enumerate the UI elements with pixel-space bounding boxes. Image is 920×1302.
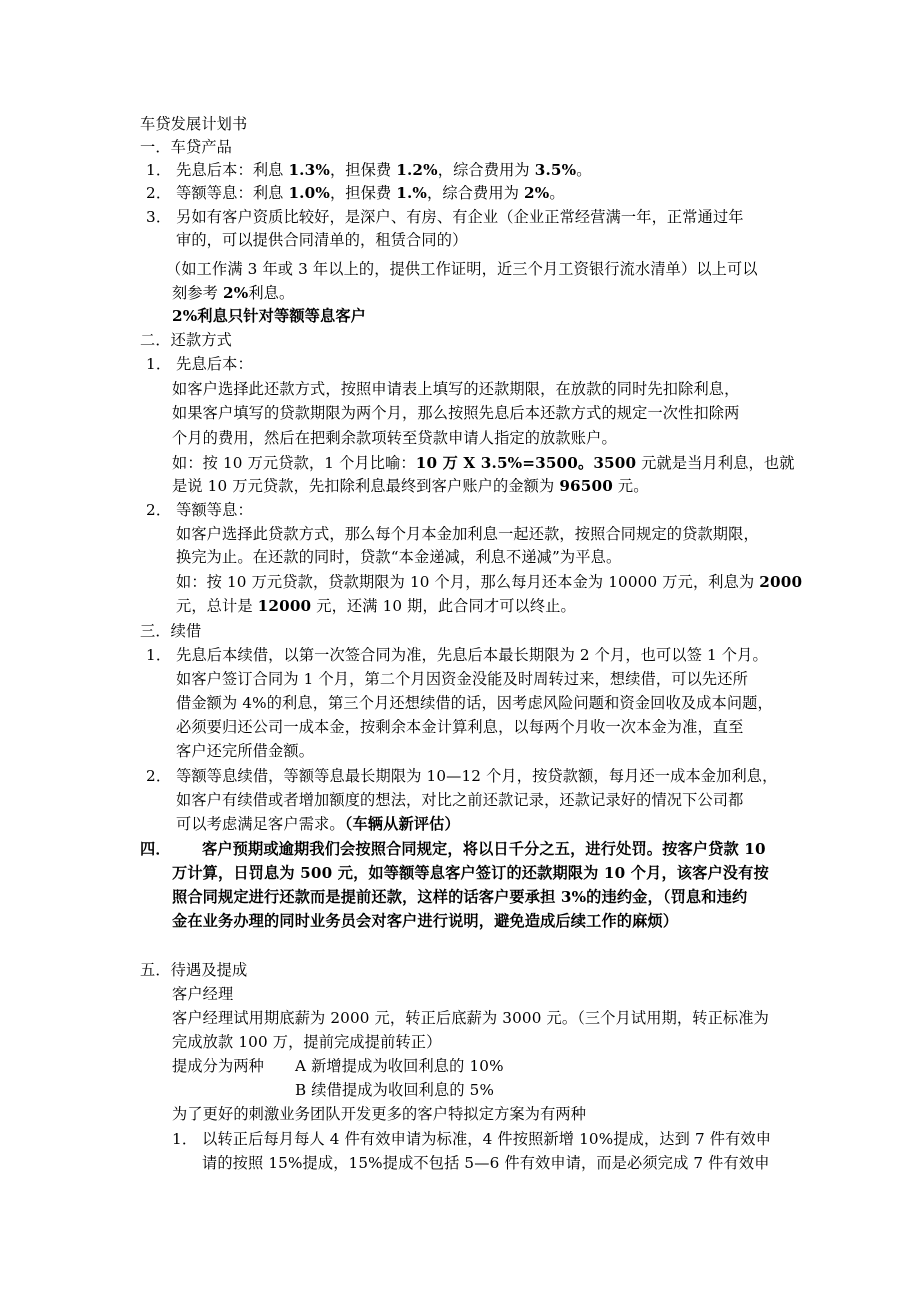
product-item-1: 1． 先息后本：利息 1.3%，担保费 1.2%，综合费用为 3.5%。 [146, 161, 592, 179]
repay-method-2-title: 2． 等额等息： [146, 501, 253, 519]
salary-text-2: 完成放款 100 万，提前完成提前转正） [172, 1033, 442, 1051]
section-2-heading: 二．还款方式 [140, 331, 233, 349]
repay-method-2-text-2: 换完为止。在还款的同时，贷款“本金递减，利息不递减”为平息。 [176, 548, 622, 566]
repay-method-2-text-1: 如客户选择此贷款方式，那么每个月本金加利息一起还款，按照合同规定的贷款期限， [176, 525, 759, 543]
incentive-item-1-line-2: 请的按照 15%提成，15%提成不包括 5—6 件有效申请，而是必须完成 7 件有效申 [202, 1154, 770, 1172]
salary-text-1: 客户经理试用期底薪为 2000 元，转正后底薪为 3000 元。（三个月试用期，转正标准为 [172, 1009, 769, 1027]
doc-title: 车贷发展计划书 [140, 115, 248, 133]
renewal-2-line-3: 可以考虑满足客户需求。（车辆从新评估） [176, 815, 460, 833]
renewal-1-line-5: 客户还完所借金额。 [176, 742, 315, 760]
penalty-line-4: 金在业务办理的同时业务员会对客户进行说明，避免造成后续工作的麻烦） [172, 912, 679, 930]
section-3-heading: 三．续借 [140, 622, 202, 640]
commission-type-a: A 新增提成为收回利息的 10% [295, 1057, 504, 1075]
repay-method-1-text-3: 个月的费用，然后在把剩余款项转至贷款申请人指定的放款账户。 [172, 429, 617, 447]
renewal-1-line-3: 借金额为 4%的利息，第三个月还想续借的话，因考虑风险问题和资金回收及成本问题， [176, 694, 773, 712]
interest-note: 2%利息只针对等额等息客户 [172, 307, 367, 325]
renewal-1-line-2: 如客户签订合同为 1 个月，第二个月因资金没能及时周转过来，想续借，可以先还所 [176, 670, 748, 688]
penalty-line-2: 万计算，日罚息为 500 元，如等额等息客户签订的还款期限为 10 个月，该客户没有按 [172, 864, 769, 882]
repay-method-1-example-2: 是说 10 万元贷款，先扣除利息最终到客户账户的金额为 96500 元。 [172, 477, 649, 495]
product-item-2: 2． 等额等息：利息 1.0%，担保费 1.%，综合费用为 2%。 [146, 184, 565, 202]
renewal-1-line-1: 1． 先息后本续借，以第一次签合同为准，先息后本最长期限为 2 个月，也可以签 1 个月。 [146, 646, 768, 664]
penalty-line-3: 照合同规定进行还款而是提前还款，这样的话客户要承担 3%的违约金，（罚息和违约 [172, 888, 748, 906]
commission-type-b: B 续借提成为收回利息的 5% [295, 1081, 495, 1099]
repay-method-1-title: 1． 先息后本： [146, 355, 253, 373]
repay-method-1-text-2: 如果客户填写的贷款期限为两个月，那么按照先息后本还款方式的规定一次性扣除两 [172, 404, 740, 422]
incentive-intro: 为了更好的刺激业务团队开发更多的客户特拟定方案为有两种 [172, 1105, 587, 1123]
renewal-2-line-2: 如客户有续借或者增加额度的想法，对比之前还款记录，还款记录好的情况下公司都 [176, 791, 744, 809]
repay-method-1-text-1: 如客户选择此还款方式，按照申请表上填写的还款期限，在放款的同时先扣除利息， [172, 380, 740, 398]
product-item-3-line-4: 刻参考 2%利息。 [172, 284, 295, 302]
renewal-2-line-1: 2． 等额等息续借，等额等息最长期限为 10—12 个月，按贷款额，每月还一成本金加利息， [146, 767, 778, 785]
repay-method-1-example-1: 如：按 10 万元贷款，1 个月比喻：10 万 X 3.5%=3500。3500 元就是当月利息，也就 [172, 454, 795, 472]
section-1-heading: 一．车贷产品 [140, 138, 233, 156]
section-4-number: 四． [140, 840, 171, 858]
commission-label: 提成分为两种 [172, 1057, 265, 1075]
section-5-heading: 五．待遇及提成 [140, 961, 248, 979]
account-manager-title: 客户经理 [172, 985, 234, 1003]
product-item-3-line-3: （如工作满 3 年或 3 年以上的，提供工作证明，近三个月工资银行流水清单）以上可以 [166, 260, 758, 278]
penalty-line-1: 客户预期或逾期我们会按照合同规定，将以日千分之五，进行处罚。按客户贷款 10 [202, 840, 766, 858]
repay-method-2-example-1: 如：按 10 万元贷款，贷款期限为 10 个月，那么每月还本金为 10000 万元，利息为 2000 [176, 573, 803, 591]
repay-method-2-example-2: 元，总计是 12000 元，还满 10 期，此合同才可以终止。 [176, 597, 576, 615]
incentive-item-1-line-1: 1． 以转正后每月每人 4 件有效申请为标准，4 件按照新增 10%提成，达到 7 件有效申 [172, 1130, 772, 1148]
product-item-3-line-2: 审的，可以提供合同清单的，租赁合同的） [176, 231, 468, 249]
product-item-3-line-1: 3． 另如有客户资质比较好，是深户、有房、有企业（企业正常经营满一年，正常通过年 [146, 208, 744, 226]
renewal-1-line-4: 必须要归还公司一成本金，按剩余本金计算利息，以每两个月收一次本金为准，直至 [176, 718, 744, 736]
